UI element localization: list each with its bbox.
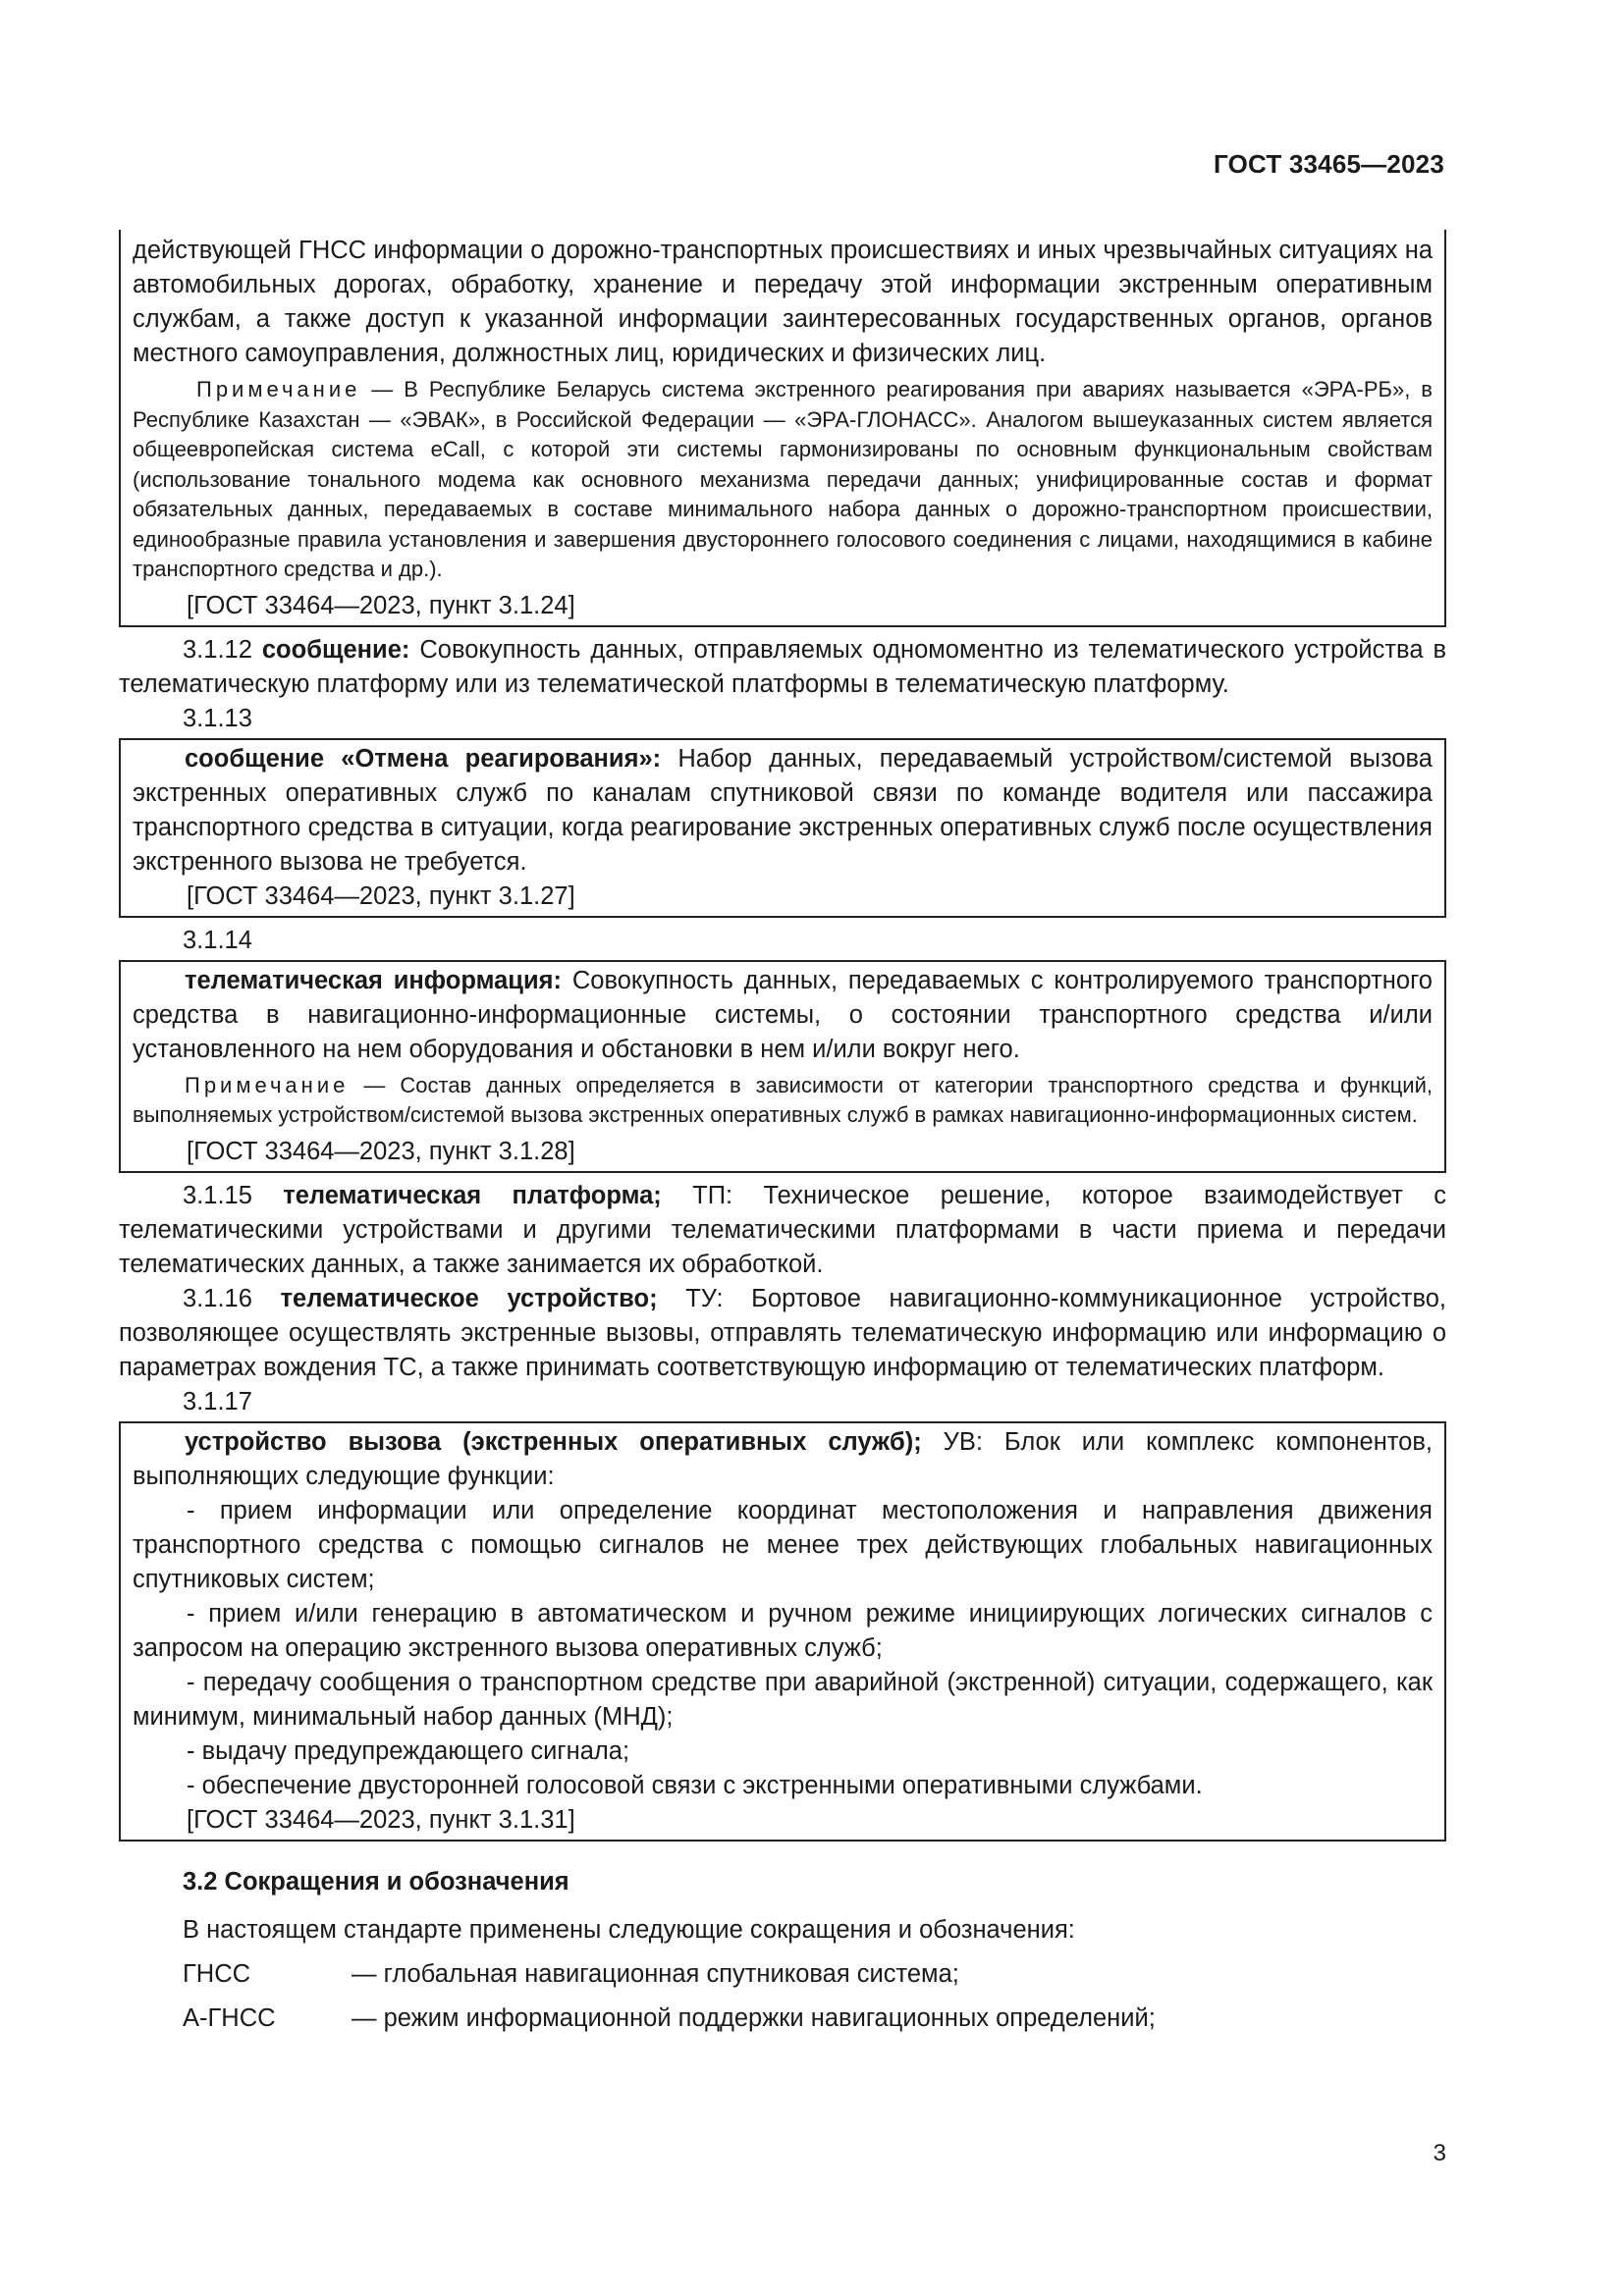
term-3-1-13 [133, 742, 1433, 880]
abbreviation-row [183, 2002, 1446, 2036]
page-content [119, 228, 1446, 2036]
term-definition: Совокупность данных, отправляемых одномоментно из телематического устройства в телематическую платформу или из телематической платформы в телематическую платформу. [119, 635, 1446, 698]
term-title: телематическая платформа; [283, 1181, 662, 1209]
note [133, 375, 1433, 585]
term-definition: ТП: Техническое решение, которое взаимодействует с телематическими устройствами и другими телематическими платформами в части приема и передачи телематических данных, а также занимается их обработкой. [119, 1181, 1447, 1278]
function-item: - прием информации или определение координат местоположения и направления движения транспортного средства с помощью сигналов не менее трех действующих глобальных навигационных спутниковых систем; [133, 1496, 1433, 1593]
term-title: телематическое устройство; [280, 1284, 658, 1312]
term-definition: УВ: Блок или комплекс компонентов, выполняющих следующие функции: [133, 1427, 1433, 1490]
term-box-3-1-13 [119, 738, 1446, 918]
term-number-3-1-14: 3.1.14 [183, 926, 252, 954]
term-definition: Совокупность данных, передаваемых с контролируемого транспортного средства в навигационно-информационные системы, о состоянии транспортного средства и/или установленного на нем оборудования и обстановки в нем и/или вокруг него. [133, 966, 1433, 1063]
note-label: Примечание [185, 1072, 350, 1097]
term-3-1-17 [133, 1425, 1433, 1494]
source-reference: [ГОСТ 33464—2023, пункт 3.1.27] [187, 881, 575, 910]
source-reference: [ГОСТ 33464—2023, пункт 3.1.31] [187, 1805, 575, 1834]
term-title: устройство вызова (экстренных оперативных служб); [185, 1427, 922, 1456]
term-number: 3.1.16 [183, 1284, 252, 1312]
term-definition: Набор данных, передаваемый устройством/системой вызова экстренных оперативных служб по каналам спутниковой связи по команде водителя или пассажира транспортного средства в ситуации, когда реагирование экстренных оперативных служб после осуществления экстренного вызова не требуется. [133, 744, 1433, 876]
term-box-3-1-14 [119, 960, 1446, 1173]
page-number: 3 [1433, 2140, 1446, 2166]
note-label: Примечание [196, 377, 361, 401]
abbreviation-row [183, 1957, 1446, 1992]
note-text: — В Республике Беларусь система экстренного реагирования при авариях называется «ЭРА-РБ», в Республике Казахстан — «ЭВАК», в Российской Федерации — «ЭРА-ГЛОНАСС». Аналогом вышеуказанных систем является общеевропейская система eCall, с которой эти системы гармонизированы по основным функциональным свойствам (использование тонального модема как основного механизма передачи данных; унифицированные состав и формат обязательных данных, передаваемых в составе минимального набора данных о дорожно-транспортном происшествии, единообразные правила установления и завершения двустороннего голосового соединения с лицами, находящимися в кабине транспортного средства и др.). [133, 377, 1433, 581]
term-box-continuation [119, 230, 1446, 627]
term-title: телематическая информация: [185, 966, 563, 994]
term-box-3-1-17 [119, 1421, 1446, 1842]
term-title: сообщение: [261, 635, 410, 664]
abbreviation-term: ГНСС [183, 1959, 251, 1988]
term-3-1-12 [119, 633, 1446, 702]
term-number-3-1-13: 3.1.13 [183, 704, 252, 732]
source-reference: [ГОСТ 33464—2023, пункт 3.1.24] [187, 591, 575, 619]
section-title: 3.2 Сокращения и обозначения [183, 1867, 569, 1896]
source-reference: [ГОСТ 33464—2023, пункт 3.1.28] [187, 1137, 575, 1165]
term-number-3-1-17: 3.1.17 [183, 1387, 252, 1415]
term-3-1-14 [133, 964, 1433, 1067]
note-text: — Состав данных определяется в зависимости от категории транспортного средства и функций, выполняемых устройством/системой вызова экстренных оперативных служб в рамках навигационно-информационных систем. [133, 1072, 1433, 1127]
function-item: - прием и/или генерацию в автоматическом и ручном режиме инициирующих логических сигналов с запросом на операцию экстренного вызова оперативных служб; [133, 1599, 1433, 1662]
function-item: - передачу сообщения о транспортном средстве при аварийной (экстренной) ситуации, содержащего, как минимум, минимальный набор данных (МНД); [133, 1668, 1433, 1731]
term-3-1-15 [119, 1179, 1446, 1282]
abbreviation-definition: — глобальная навигационная спутниковая система; [352, 1959, 959, 1988]
term-title: сообщение «Отмена реагирования»: [185, 744, 662, 773]
abbreviation-term: А-ГНСС [183, 2003, 276, 2032]
term-3-1-16 [119, 1282, 1446, 1385]
abbreviation-definition: — режим информационной поддержки навигационных определений; [352, 2003, 1156, 2032]
section-intro: В настоящем стандарте применены следующие сокращения и обозначения: [183, 1915, 1075, 1944]
term-number: 3.1.15 [183, 1181, 252, 1209]
term-definition: ТУ: Бортовое навигационно-коммуникационное устройство, позволяющее осуществлять экстренные вызовы, отправлять телематическую информацию или информацию о параметрах вождения ТС, а также принимать соответствующую информацию от телематических платформ. [119, 1284, 1446, 1381]
definition-text: действующей ГНСС информации о дорожно-транспортных происшествиях и иных чрезвычайных ситуациях на автомобильных дорогах, обработку, хранение и передачу этой информации экстренным оперативным службам, а также доступ к указанной информации заинтересованных государственных органов, органов местного самоуправления, должностных лиц, юридических и физических лиц. [133, 237, 1433, 367]
function-item: - выдачу предупреждающего сигнала; [187, 1736, 630, 1765]
term-number: 3.1.12 [183, 635, 252, 664]
document-code: ГОСТ 33465—2023 [1214, 149, 1444, 179]
function-item: - обеспечение двусторонней голосовой связи с экстренными оперативными службами. [187, 1771, 1203, 1799]
note [133, 1071, 1433, 1131]
